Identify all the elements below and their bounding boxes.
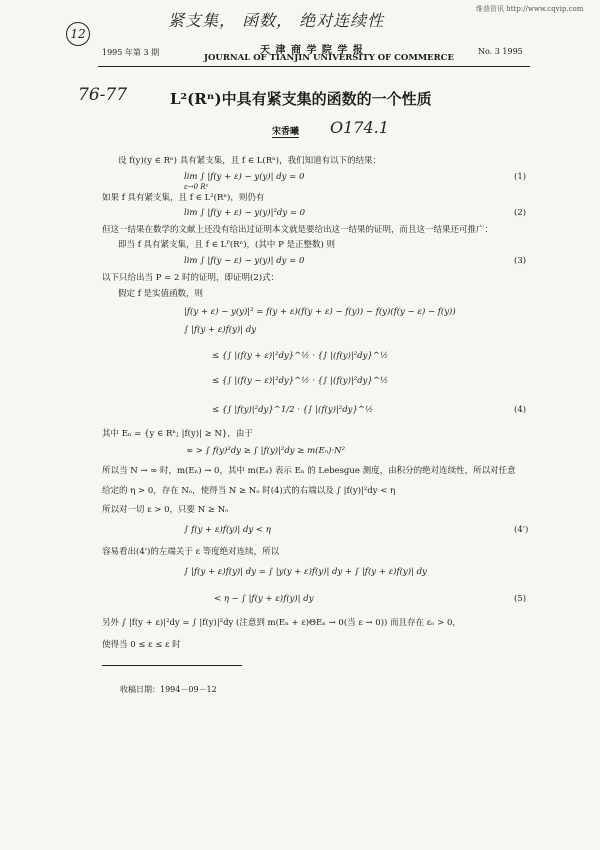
paragraph: 假定 f 是实值函数，则 [118, 289, 204, 299]
equation-4c: ≤ {∫ |(f(y + ε)|²dy}^½ · {∫ |(f(y)|²dy}^½ [212, 351, 389, 361]
equation-number: (3) [514, 256, 527, 266]
circled-number: 12 [66, 22, 90, 46]
paragraph: 所以当 N → ∞ 时，m(Eₙ) → 0，其中 m(Eₙ) 表示 Eₙ 的 Lebesgue 测度，由积分的绝对连续性，所以对任意 [102, 466, 516, 476]
paragraph: 即当 f 具有紧支集，且 f ∈ Lᴾ(Rⁿ)，(其中 P 是正整数) 则 [118, 240, 336, 250]
watermark: 维普资讯 http://www.cqvip.com [476, 5, 584, 13]
equation-6: ∫ f(y + ε)f(y)| dy < η [184, 525, 271, 535]
paragraph: 但这一结果在数学的文献上还没有给出过证明本文就是要给出这一结果的证明，而且这一结果还可推广： [102, 225, 494, 235]
equation-1: lim ∫ |f(y + ε) − y(y)| dy = 0 [184, 172, 305, 182]
journal-title-cn: 天 津 商 学 院 学 报 [260, 45, 364, 56]
paragraph: 容易看出(4')的左端关于 ε 等度绝对连续，所以 [102, 547, 280, 557]
equation-4e: ≤ {∫ |f(y)|²dy}^1/2 · {∫ |(f(y)|²dy}^½ [212, 405, 374, 415]
issue-right: No. 3 1995 [478, 47, 523, 56]
footnote-rule [102, 665, 242, 666]
paper-title: L²(Rⁿ)中具有紧支集的函数的一个性质 [170, 90, 432, 108]
paragraph: 其中 Eₙ = {y ∈ Rⁿ; |f(y)| ≥ N}，由于 [102, 429, 253, 439]
equation-1-subscript: ε→0 Rⁿ [184, 183, 209, 191]
issue-left: 1995 年第 3 期 [102, 48, 160, 57]
header-rule [98, 66, 530, 67]
equation-number: (2) [514, 208, 527, 218]
paragraph: 使得当 0 ≤ ε ≤ ε 时 [102, 640, 181, 650]
paragraph: 以下只给出当 P = 2 时的证明，即证明(2)式： [102, 273, 280, 283]
equation-number: (1) [514, 172, 527, 182]
equation-7b: < η − ∫ |f(y + ε)f(y)| dy [214, 594, 314, 604]
handwritten-keywords: 紧支集， 函数， 绝对连续性 [168, 11, 385, 30]
author: 宋香曦 [272, 124, 299, 138]
class-code: O174.1 [330, 118, 389, 137]
equation-number: (4') [514, 525, 529, 535]
paragraph: 所以对一切 ε > 0，只要 N ≥ Nₒ [102, 505, 229, 515]
journal-title-en: JOURNAL OF TIANJIN UNIVERSITY OF COMMERCE [204, 53, 454, 63]
equation-7a: ∫ |f(y + ε)f(y)| dy = ∫ |y(y + ε)f(y)| dy + ∫ |f(y + ε)f(y)| dy [184, 567, 427, 577]
equation-2: lim ∫ |f(y + ε) − y(y)|²dy = 0 [184, 208, 306, 218]
received-date: 收稿日期：1994－09－12 [120, 685, 217, 694]
paragraph: 给定的 η > 0，存在 Nₒ，使得当 N ≥ Nₒ 时(4)式的右端以及 ∫ |f(y)|²dy < η [102, 486, 396, 496]
equation-5: ∞ > ∫ f(y)²dy ≥ ∫ |f(y)|²dy ≥ m(Eₙ)·N² [186, 446, 345, 456]
equation-3: lim ∫ |f(y − ε) − y(y)| dy = 0 [184, 256, 305, 266]
paragraph: 另外 ∫ |f(y + ε)|²dy = ∫ |f(y)|²dy (注意到 m(Eₙ + ε)ΘEₙ → 0(当 ε → 0)) 而且存在 εₒ > 0， [102, 618, 461, 628]
equation-4b: ∫ |f(y + ε)f(y)| dy [184, 325, 257, 335]
equation-4a: |f(y + ε) − y(y)|² = f(y + ε)(f(y + ε) − f(y)) − f(y)(f(y − ε) − f(y)) [184, 307, 456, 317]
equation-4d: ≤ {∫ |(f(y − ε)|²dy}^½ · {∫ |(f(y)|²dy}^½ [212, 376, 389, 386]
equation-number: (5) [514, 594, 527, 604]
paragraph: 设 f(y)(y ∈ Rⁿ) 具有紧支集，且 f ∈ L(Rⁿ)，我们知道有以下的结果： [118, 156, 382, 166]
paragraph: 如果 f 具有紧支集，且 f ∈ L²(Rⁿ)，则仍有 [102, 193, 265, 203]
equation-number: (4) [514, 405, 527, 415]
side-note: 76-77 [78, 85, 128, 105]
